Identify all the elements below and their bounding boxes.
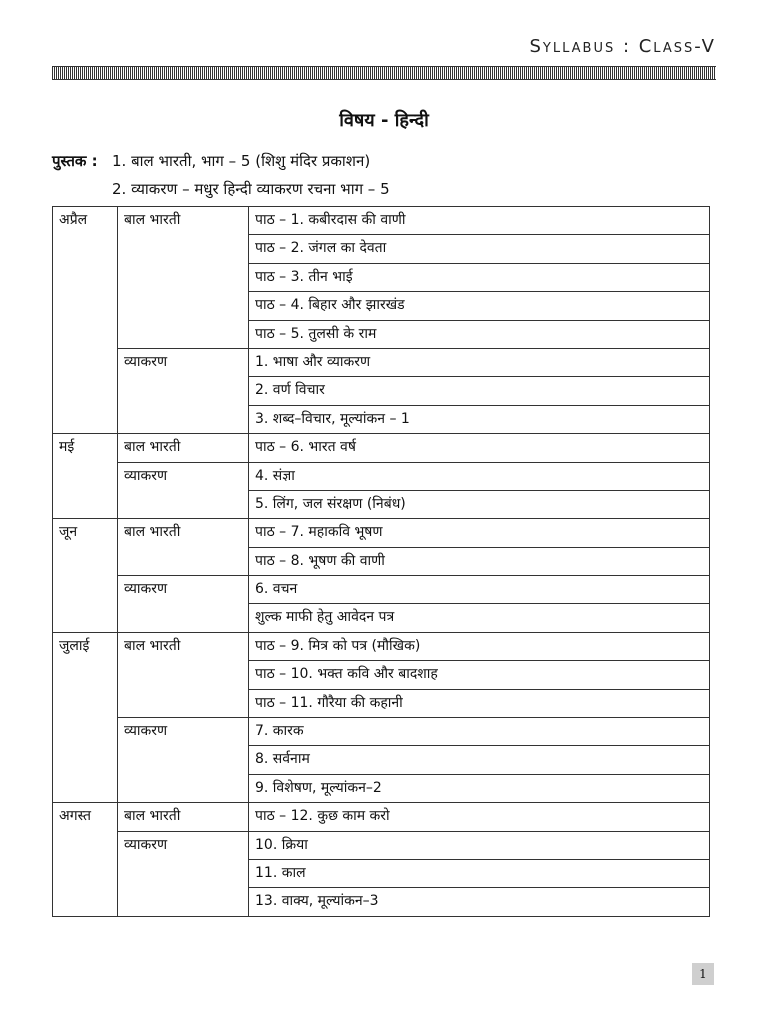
topic-cell: 3. शब्द–विचार, मूल्यांकन – 1 [249, 405, 710, 433]
month-cell: अगस्त [53, 803, 118, 917]
topic-cell: पाठ – 2. जंगल का देवता [249, 235, 710, 263]
topic-cell: पाठ – 3. तीन भाई [249, 263, 710, 291]
book-item: 1. बाल भारती, भाग – 5 (शिशु मंदिर प्रकाशन) [112, 152, 371, 170]
book-cell: व्याकरण [118, 462, 249, 519]
table-row [53, 831, 710, 859]
table-row [53, 718, 710, 746]
topic-cell: 8. सर्वनाम [249, 746, 710, 774]
book-item: 2. व्याकरण – मधुर हिन्दी व्याकरण रचना भाग – 5 [112, 180, 390, 198]
table-row [53, 632, 710, 660]
topic-cell: 7. कारक [249, 718, 710, 746]
topic-cell: पाठ – 7. महाकवि भूषण [249, 519, 710, 547]
book-row-2 [52, 178, 390, 206]
topic-cell: 2. वर्ण विचार [249, 377, 710, 405]
table-row [53, 462, 710, 490]
book-cell: बाल भारती [118, 803, 249, 831]
book-cell: बाल भारती [118, 434, 249, 462]
page-number: 1 [692, 963, 714, 985]
header-title: Syllabus : Class-V [529, 36, 716, 57]
syllabus-table [52, 206, 710, 917]
topic-cell: 4. संज्ञा [249, 462, 710, 490]
topic-cell: पाठ – 9. मित्र को पत्र (मौखिक) [249, 632, 710, 660]
book-row-1 [52, 150, 390, 178]
header-rule [52, 66, 716, 80]
book-cell: बाल भारती [118, 632, 249, 717]
book-cell: बाल भारती [118, 519, 249, 576]
month-cell: जुलाई [53, 632, 118, 802]
book-cell: व्याकरण [118, 718, 249, 803]
topic-cell: पाठ – 10. भक्त कवि और बादशाह [249, 661, 710, 689]
topic-cell: पाठ – 5. तुलसी के राम [249, 320, 710, 348]
month-cell: मई [53, 434, 118, 519]
books-list [52, 150, 390, 206]
topic-cell: 1. भाषा और व्याकरण [249, 348, 710, 376]
topic-cell: शुल्क माफी हेतु आवेदन पत्र [249, 604, 710, 632]
topic-cell: 6. वचन [249, 576, 710, 604]
topic-cell: 11. काल [249, 859, 710, 887]
table-row [53, 519, 710, 547]
subject-title: विषय - हिन्दी [339, 110, 429, 131]
topic-cell: पाठ – 1. कबीरदास की वाणी [249, 207, 710, 235]
table-row [53, 803, 710, 831]
book-cell: व्याकरण [118, 831, 249, 916]
topic-cell: 13. वाक्य, मूल्यांकन–3 [249, 888, 710, 916]
table-row [53, 348, 710, 376]
topic-cell: 5. लिंग, जल संरक्षण (निबंध) [249, 490, 710, 518]
table-row [53, 576, 710, 604]
topic-cell: 10. क्रिया [249, 831, 710, 859]
topic-cell: पाठ – 8. भूषण की वाणी [249, 547, 710, 575]
books-label: पुस्तक : [52, 152, 98, 170]
book-cell: बाल भारती [118, 207, 249, 349]
topic-cell: पाठ – 12. कुछ काम करो [249, 803, 710, 831]
topic-cell: पाठ – 6. भारत वर्ष [249, 434, 710, 462]
syllabus-body [53, 207, 710, 917]
topic-cell: पाठ – 11. गौरैया की कहानी [249, 689, 710, 717]
book-cell: व्याकरण [118, 348, 249, 433]
table-row [53, 434, 710, 462]
topic-cell: पाठ – 4. बिहार और झारखंड [249, 292, 710, 320]
month-cell: जून [53, 519, 118, 633]
topic-cell: 9. विशेषण, मूल्यांकन–2 [249, 774, 710, 802]
table-row [53, 207, 710, 235]
book-cell: व्याकरण [118, 576, 249, 633]
month-cell: अप्रैल [53, 207, 118, 434]
